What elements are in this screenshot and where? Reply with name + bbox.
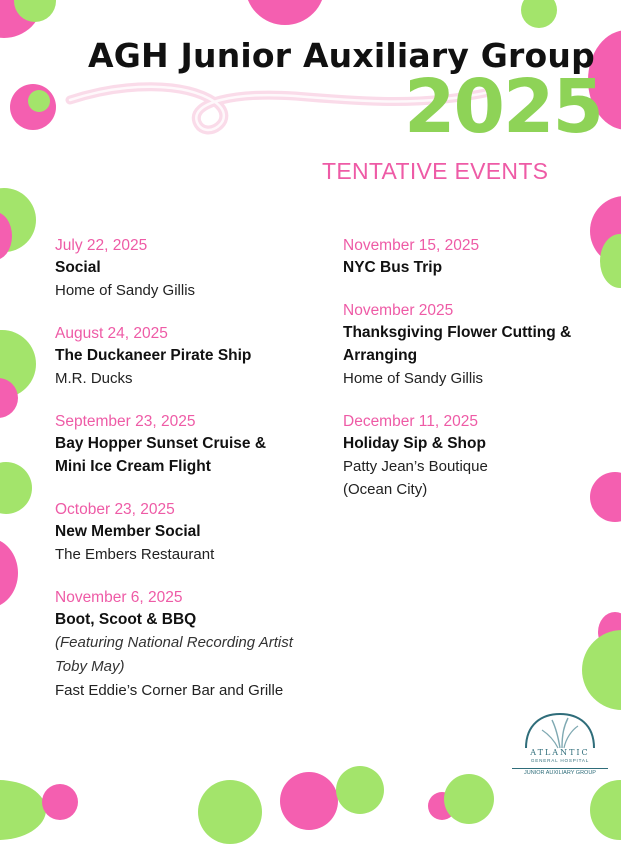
event-date: September 23, 2025 bbox=[55, 413, 196, 430]
decor-dot bbox=[0, 462, 32, 514]
event-name: The Duckaneer Pirate Ship bbox=[55, 347, 252, 364]
logo-sub: GENERAL HOSPITAL bbox=[530, 758, 590, 763]
decor-dot bbox=[521, 0, 557, 28]
event-item bbox=[343, 412, 603, 501]
event-location: Home of Sandy Gillis bbox=[343, 370, 484, 387]
event-name: Holiday Sip & Shop bbox=[343, 435, 486, 452]
event-name: Thanksgiving Flower Cutting & Arranging bbox=[343, 324, 572, 364]
event-name: New Member Social bbox=[55, 523, 201, 540]
logo-name: ATLANTIC bbox=[530, 748, 590, 757]
decor-dot bbox=[198, 780, 262, 844]
decor-dot bbox=[444, 774, 494, 824]
event-date: November 15, 2025 bbox=[343, 237, 480, 254]
event-date: August 24, 2025 bbox=[55, 325, 168, 342]
event-note: (Featuring National Recording Artist Toby May) bbox=[55, 634, 293, 675]
event-item bbox=[55, 500, 330, 566]
event-date: November 6, 2025 bbox=[55, 589, 183, 606]
decor-dot bbox=[0, 780, 46, 840]
decor-dot bbox=[0, 538, 18, 608]
event-name: Bay Hopper Sunset Cruise & Mini Ice Cream Flight bbox=[55, 435, 267, 475]
hospital-logo bbox=[512, 710, 608, 780]
event-item bbox=[55, 324, 330, 390]
event-location: Patty Jean’s Boutique bbox=[343, 458, 488, 475]
decor-dot bbox=[245, 0, 325, 25]
event-name: NYC Bus Trip bbox=[343, 259, 443, 276]
event-item bbox=[343, 301, 603, 390]
decor-dot bbox=[280, 772, 338, 830]
event-date: November 2025 bbox=[343, 302, 454, 319]
event-location-detail: (Ocean City) bbox=[343, 481, 428, 498]
event-item bbox=[343, 236, 603, 279]
event-name: Social bbox=[55, 259, 101, 276]
events-column-left bbox=[55, 236, 330, 724]
decor-dot bbox=[42, 784, 78, 820]
event-location: M.R. Ducks bbox=[55, 370, 133, 387]
subtitle: TENTATIVE EVENTS bbox=[322, 158, 549, 184]
event-location: The Embers Restaurant bbox=[55, 546, 215, 563]
event-date: October 23, 2025 bbox=[55, 501, 175, 518]
event-location: Fast Eddie’s Corner Bar and Grille bbox=[55, 682, 284, 699]
decor-dot bbox=[590, 780, 621, 840]
event-item bbox=[55, 588, 315, 702]
event-name: Boot, Scoot & BBQ bbox=[55, 611, 197, 628]
events-column-right bbox=[343, 236, 603, 523]
sea-grass-icon bbox=[512, 710, 608, 750]
decor-dot bbox=[582, 630, 621, 710]
decor-dot bbox=[28, 90, 50, 112]
event-date: July 22, 2025 bbox=[55, 237, 148, 254]
page-title: AGH Junior Auxiliary Group bbox=[88, 36, 595, 75]
year-heading: 2025 bbox=[404, 64, 602, 150]
event-item bbox=[55, 412, 300, 478]
logo-group: JUNIOR AUXILIARY GROUP bbox=[512, 768, 608, 776]
decor-dot bbox=[336, 766, 384, 814]
event-date: December 11, 2025 bbox=[343, 413, 478, 430]
event-location: Home of Sandy Gillis bbox=[55, 282, 196, 299]
event-item bbox=[55, 236, 330, 302]
